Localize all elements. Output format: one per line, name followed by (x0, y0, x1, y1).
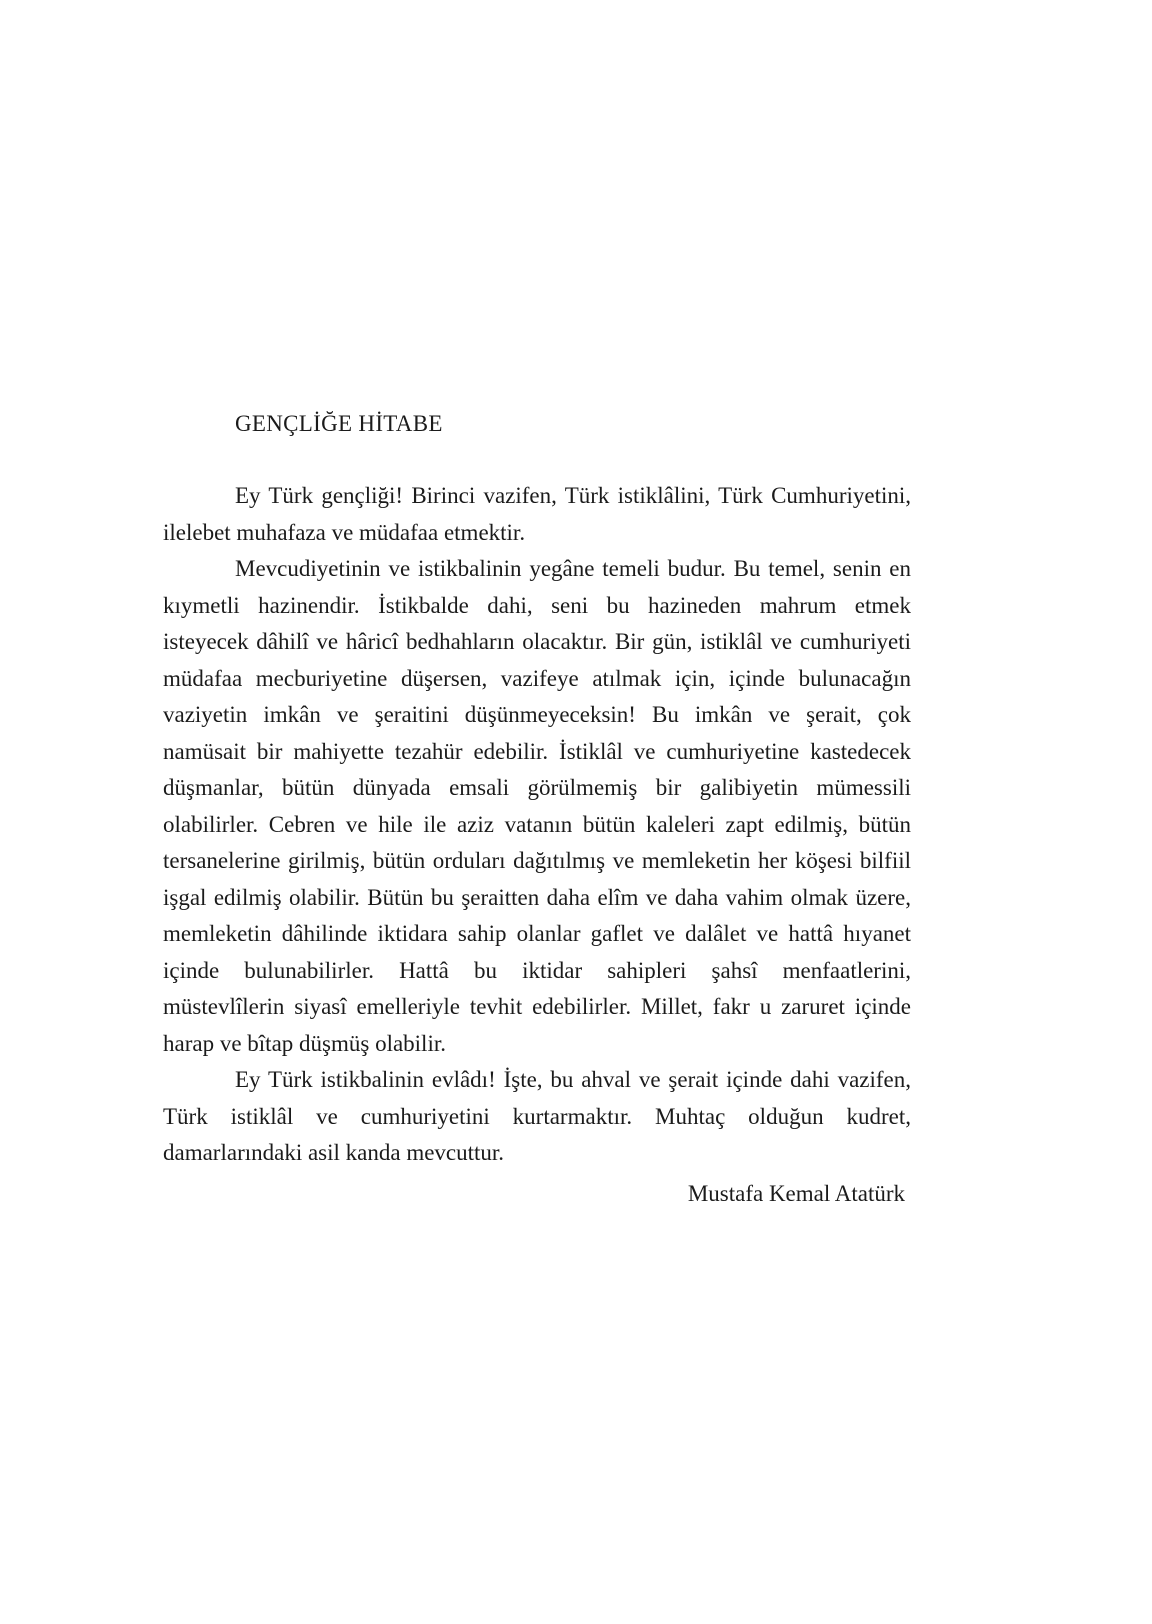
text-line: namüsait bir mahiyette tezahür edebilir. İstiklâl ve cumhuriyetine kastedecek (163, 738, 911, 764)
paragraph (163, 551, 911, 1062)
text-line: işgal edilmiş olabilir. Bütün bu şeraitten daha elîm ve daha vahim olmak üzere, (163, 884, 911, 910)
text-line: müstevlîlerin siyasî emelleriyle tevhit edebilirler. Millet, fakr u zaruret içinde (163, 994, 911, 1019)
text-line: olabilirler. Cebren ve hile ile aziz vatanın bütün kaleleri zapt edilmiş, bütün (163, 811, 911, 837)
text-line: düşmanlar, bütün dünyada emsali görülmemiş bir galibiyetin mümessili (163, 775, 911, 800)
signature: Mustafa Kemal Atatürk (687, 1180, 905, 1206)
text-line: müdafaa mecburiyetine düşersen, vazifeye atılmak için, içinde bulunacağın (163, 665, 911, 691)
text-line: damarlarındaki asil kanda mevcuttur. (163, 1140, 505, 1165)
text-line: tersanelerine girilmiş, bütün orduları dağıtılmış ve memleketin her köşesi bilfiil (163, 848, 911, 873)
text-line: memleketin dâhilinde iktidara sahip olanlar gaflet ve dalâlet ve hattâ hıyanet (163, 921, 911, 946)
text-line: Türk istiklâl ve cumhuriyetini kurtarmaktır. Muhtaç olduğun kudret, (163, 1103, 911, 1129)
text-line: içinde bulunabilirler. Hattâ bu iktidar sahipleri şahsî menfaatlerini, (163, 957, 911, 983)
text-line: ilelebet muhafaza ve müdafaa etmektir. (163, 519, 526, 545)
body-text (163, 478, 911, 1172)
text-line: Ey Türk istikbalinin evlâdı! İşte, bu ahval ve şerait içinde dahi vazifen, (235, 1067, 911, 1092)
text-line: kıymetli hazinendir. İstikbalde dahi, seni bu hazineden mahrum etmek (163, 592, 911, 618)
paragraph (163, 1062, 911, 1172)
text-line: Ey Türk gençliği! Birinci vazifen, Türk istiklâlini, Türk Cumhuriyetini, (235, 483, 911, 508)
text-line: harap ve bîtap düşmüş olabilir. (163, 1030, 446, 1056)
paragraph (163, 478, 911, 551)
text-line: isteyecek dâhilî ve hâricî bedhahların olacaktır. Bir gün, istiklâl ve cumhuriyeti (163, 629, 911, 654)
document-content (163, 405, 911, 1212)
page-title: GENÇLİĞE HİTABE (235, 411, 443, 436)
text-line: Mevcudiyetinin ve istikbalinin yegâne temeli budur. Bu temel, senin en (235, 556, 911, 581)
text-line: vaziyetin imkân ve şeraitini düşünmeyeceksin! Bu imkân ve şerait, çok (163, 702, 911, 727)
